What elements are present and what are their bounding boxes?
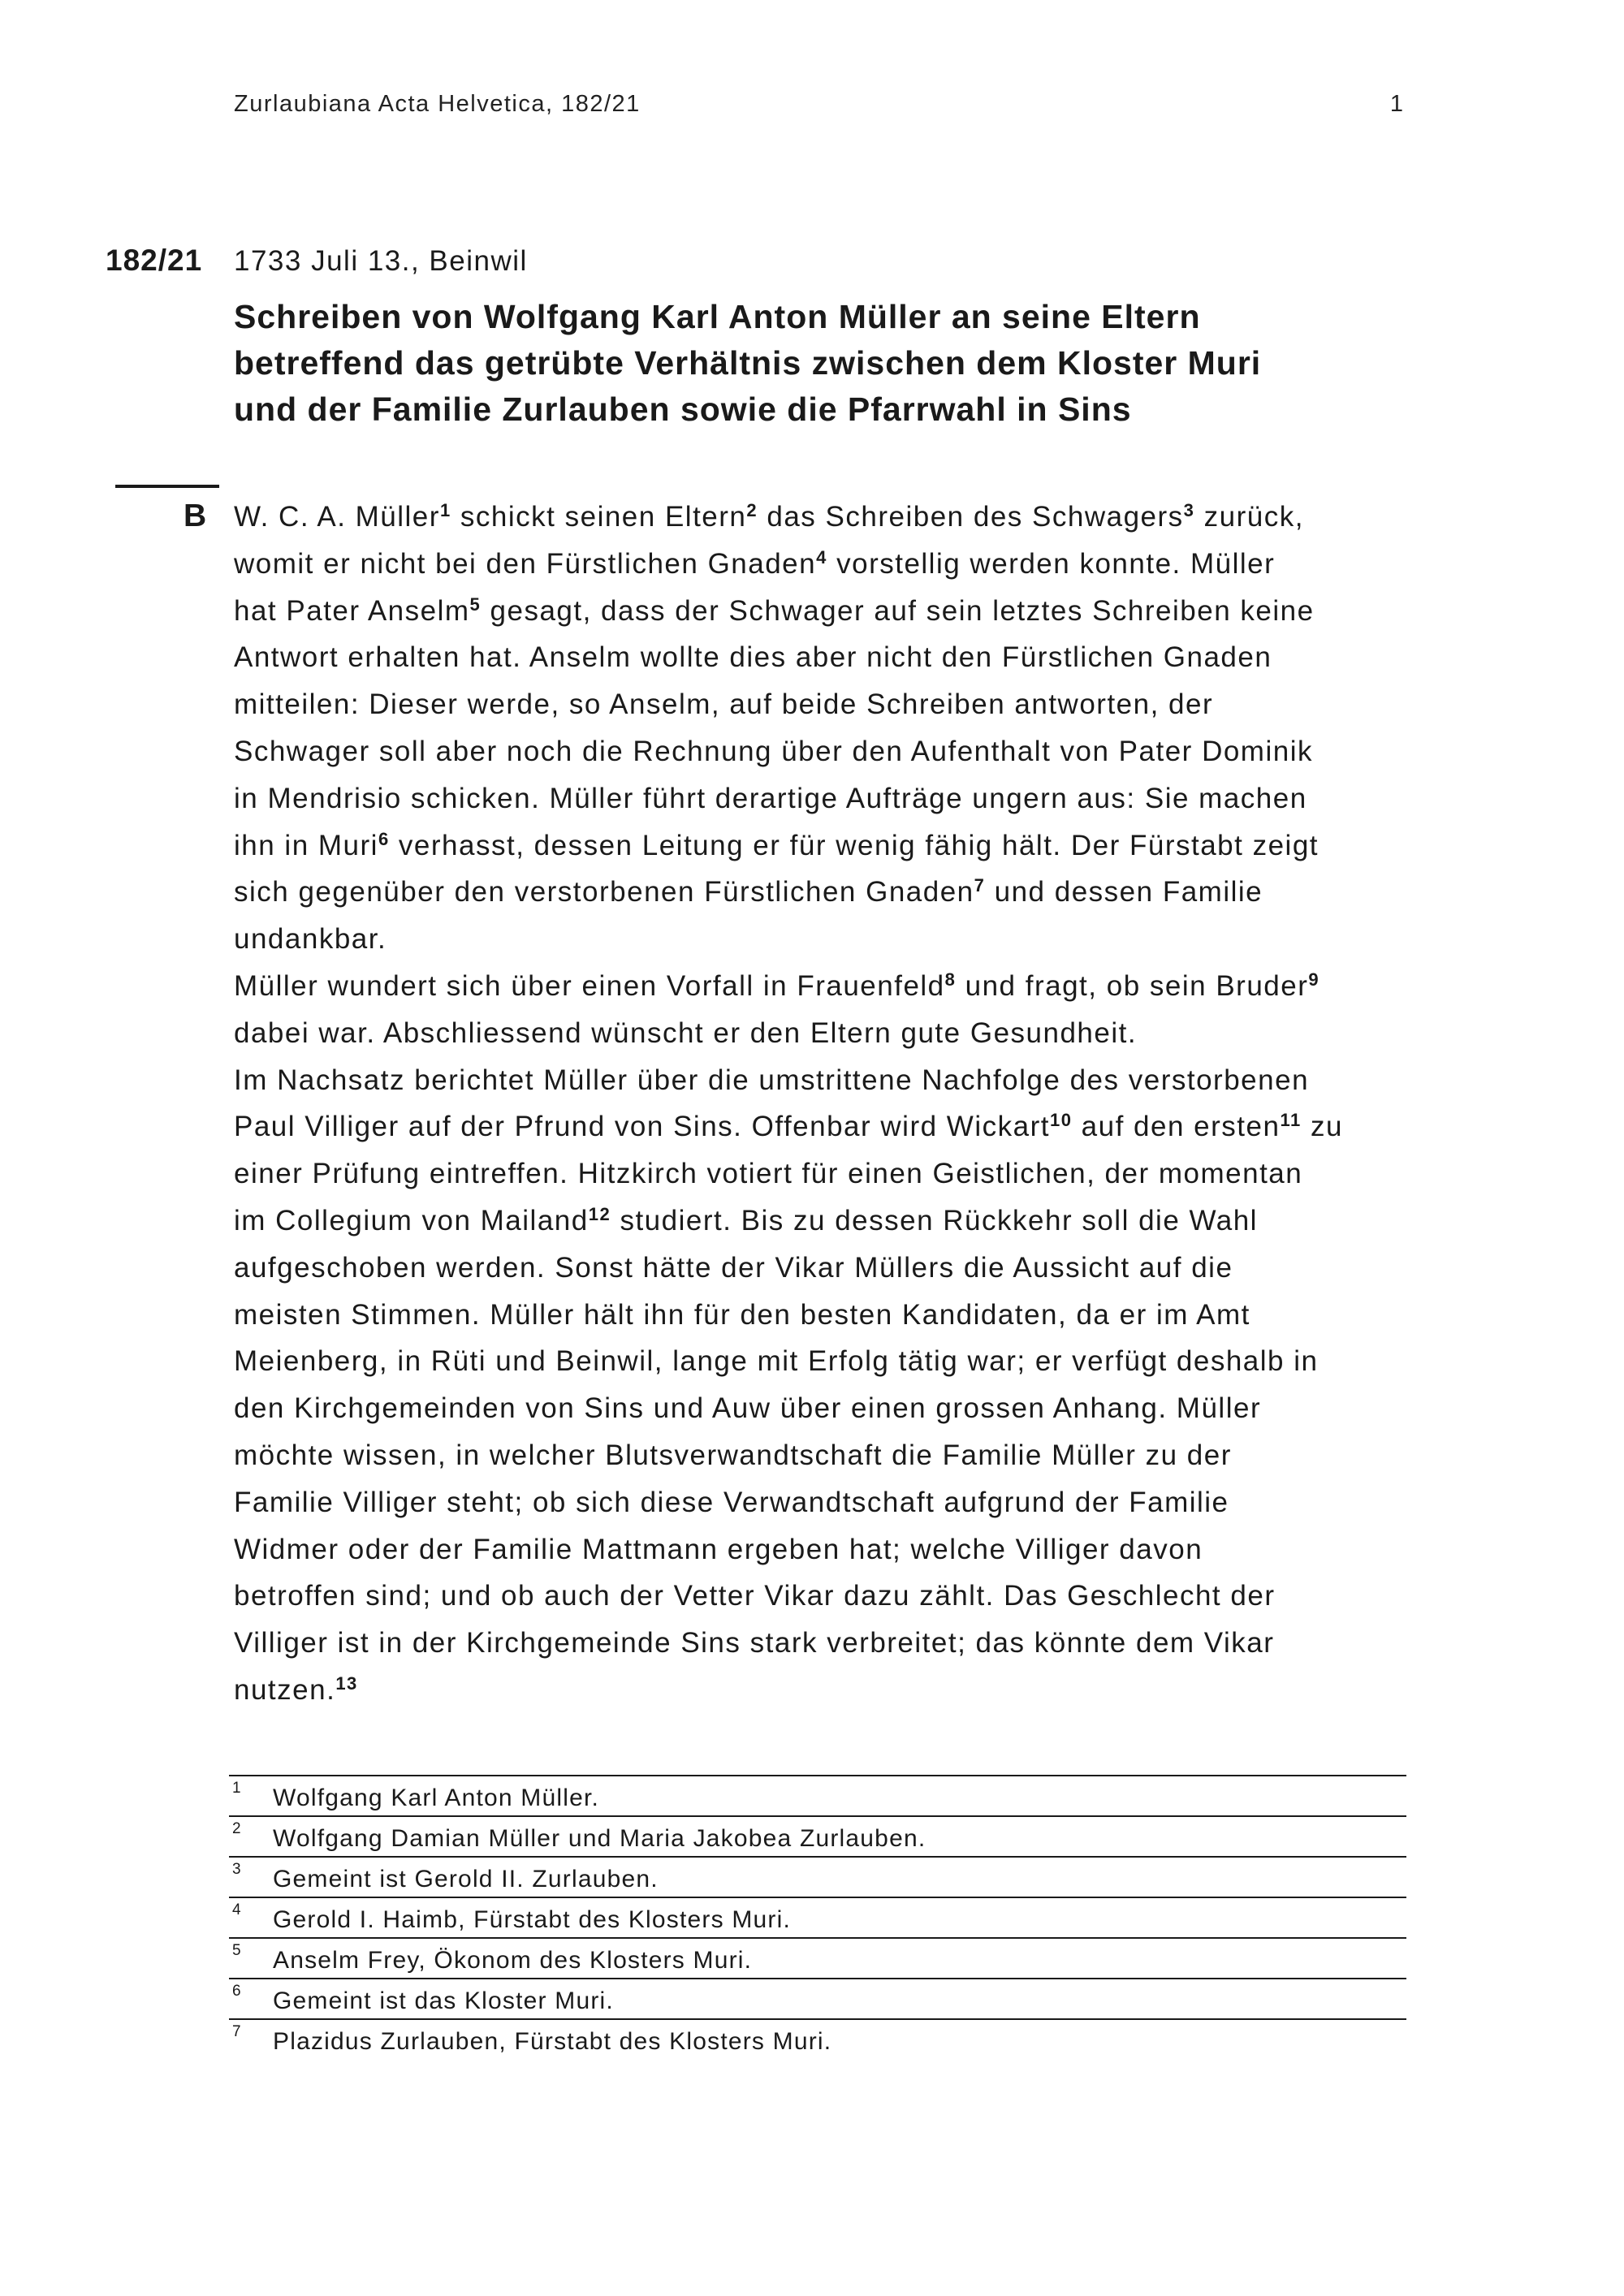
footnote-item	[229, 1897, 1406, 1937]
body-text-run: ihn in Muri	[234, 829, 378, 861]
section-marker: B	[184, 498, 207, 533]
body-text-run: meisten Stimmen. Müller hält ihn für den besten Kandidaten, da er im Amt	[234, 1298, 1250, 1331]
body-line	[234, 1245, 1419, 1292]
body-text-run: im Collegium von Mailand	[234, 1204, 589, 1236]
body-text-run: Villiger ist in der Kirchgemeinde Sins stark verbreitet; das könnte dem Vikar	[234, 1627, 1275, 1659]
footnote-number: 1	[232, 1780, 242, 1797]
footnote-reference[interactable]: 13	[335, 1672, 358, 1694]
footnote-text: Wolfgang Damian Müller und Maria Jakobea Zurlauben.	[273, 1825, 926, 1852]
body-line	[234, 1198, 1419, 1245]
body-line	[234, 588, 1419, 635]
body-line	[234, 1103, 1419, 1150]
footnote-text: Gemeint ist Gerold II. Zurlauben.	[273, 1866, 659, 1892]
body-line	[234, 1479, 1419, 1526]
body-line	[234, 1385, 1419, 1432]
footnote-reference[interactable]: 11	[1280, 1110, 1302, 1131]
title-line: Schreiben von Wolfgang Karl Anton Müller an seine Eltern	[234, 298, 1201, 335]
footnote-text: Anselm Frey, Ökonom des Klosters Muri.	[273, 1947, 753, 1974]
body-text-run: verhasst, dessen Leitung er für wenig fähig hält. Der Fürstabt zeigt	[389, 829, 1320, 861]
footnote-number: 6	[232, 1983, 242, 2000]
footnote-item	[229, 2018, 1406, 2059]
footnote-number: 5	[232, 1942, 242, 1959]
body-text-run: womit er nicht bei den Fürstlichen Gnaden	[234, 547, 817, 580]
footnote-reference[interactable]: 5	[469, 593, 482, 615]
footnote-reference[interactable]: 10	[1049, 1110, 1073, 1131]
body-text-run: nutzen.	[234, 1673, 336, 1706]
body-line	[234, 1526, 1419, 1573]
footnote-reference[interactable]: 6	[378, 828, 390, 849]
footnote-item	[229, 1775, 1406, 1815]
body-text-run: Familie Villiger steht; ob sich diese Verwandtschaft aufgrund der Familie	[234, 1486, 1229, 1518]
body-text-run: vorstellig werden konnte. Müller	[827, 547, 1276, 580]
body-line	[234, 494, 1419, 541]
footnote-text: Wolfgang Karl Anton Müller.	[273, 1785, 600, 1811]
body-text-run: Paul Villiger auf der Pfrund von Sins. Offenbar wird Wickart	[234, 1111, 1050, 1143]
footnotes	[229, 1775, 1406, 2059]
body-text-run: schickt seinen Eltern	[451, 501, 747, 533]
body-text-run: Antwort erhalten hat. Anselm wollte dies aber nicht den Fürstlichen Gnaden	[234, 641, 1272, 674]
body-text-run: studiert. Bis zu dessen Rückkehr soll die Wahl	[611, 1204, 1258, 1236]
body-text-run: aufgeschoben werden. Sonst hätte der Vikar Müllers die Aussicht auf die	[234, 1251, 1233, 1284]
running-header-title: Zurlaubiana Acta Helvetica, 182/21	[234, 91, 641, 117]
body-text-run: Meienberg, in Rüti und Beinwil, lange mit Erfolg tätig war; er verfügt deshalb in	[234, 1345, 1319, 1378]
body-line	[234, 1620, 1419, 1667]
footnote-reference[interactable]: 9	[1308, 969, 1320, 990]
footnote-item	[229, 1937, 1406, 1978]
body-line	[234, 1338, 1419, 1385]
body-line	[234, 1010, 1419, 1057]
body-text-run: W. C. A. Müller	[234, 501, 440, 533]
footnote-reference[interactable]: 12	[588, 1203, 611, 1224]
footnote-text: Gemeint ist das Kloster Muri.	[273, 1987, 614, 2014]
body-text-run: betroffen sind; und ob auch der Vetter Vikar dazu zählt. Das Geschlecht der	[234, 1580, 1276, 1612]
body-text-run: Schwager soll aber noch die Rechnung über den Aufenthalt von Pater Dominik	[234, 735, 1313, 767]
footnote-reference[interactable]: 2	[746, 500, 758, 520]
body-line	[234, 1292, 1419, 1339]
page-number: 1	[1389, 91, 1403, 117]
regest-body	[234, 494, 1419, 1714]
document-title	[234, 294, 1403, 433]
section-divider	[115, 485, 219, 488]
body-text-run: das Schreiben des Schwagers	[758, 501, 1184, 533]
title-line: betreffend das getrübte Verhältnis zwischen dem Kloster Muri	[234, 344, 1262, 382]
body-line	[234, 728, 1419, 775]
footnote-item	[229, 1856, 1406, 1897]
body-text-run: sich gegenüber den verstorbenen Fürstlichen Gnaden	[234, 876, 974, 908]
body-line	[234, 1150, 1419, 1198]
body-text-run: den Kirchgemeinden von Sins und Auw über einen grossen Anhang. Müller	[234, 1392, 1262, 1425]
footnote-reference[interactable]: 1	[439, 500, 451, 520]
body-text-run: zurück,	[1194, 501, 1304, 533]
body-text-run: undankbar.	[234, 923, 387, 956]
document-number: 182/21	[106, 244, 203, 277]
body-line	[234, 963, 1419, 1010]
footnote-number: 7	[232, 2023, 242, 2040]
body-line	[234, 681, 1419, 728]
body-text-run: gesagt, dass der Schwager auf sein letztes Schreiben keine	[481, 594, 1315, 627]
body-line	[234, 916, 1419, 963]
footnote-number: 4	[232, 1901, 242, 1918]
body-text-run: und dessen Familie	[985, 876, 1263, 908]
body-text-run: mitteilen: Dieser werde, so Anselm, auf beide Schreiben antworten, der	[234, 688, 1214, 721]
footnote-reference[interactable]: 3	[1183, 500, 1195, 520]
body-line	[234, 1573, 1419, 1620]
footnote-number: 2	[232, 1820, 242, 1837]
footnote-number: 3	[232, 1861, 242, 1878]
body-text-run: und fragt, ob sein Bruder	[956, 969, 1309, 1002]
body-text-run: Müller wundert sich über einen Vorfall in Frauenfeld	[234, 969, 945, 1002]
body-text-run: zu	[1301, 1111, 1343, 1143]
body-text-run: möchte wissen, in welcher Blutsverwandtschaft die Familie Müller zu der	[234, 1439, 1232, 1471]
body-line	[234, 1057, 1419, 1104]
title-line: und der Familie Zurlauben sowie die Pfarrwahl in Sins	[234, 391, 1132, 428]
footnote-item	[229, 1815, 1406, 1856]
footnote-text: Plazidus Zurlauben, Fürstabt des Klosters Muri.	[273, 2028, 832, 2055]
footnote-reference[interactable]: 4	[816, 546, 827, 568]
footnote-text: Gerold I. Haimb, Fürstabt des Klosters Muri.	[273, 1906, 791, 1933]
document-date-place: 1733 Juli 13., Beinwil	[234, 245, 528, 277]
body-line	[234, 1667, 1419, 1714]
body-line	[234, 1432, 1419, 1479]
footnote-reference[interactable]: 8	[944, 969, 957, 990]
body-line	[234, 541, 1419, 588]
body-text-run: dabei war. Abschliessend wünscht er den Eltern gute Gesundheit.	[234, 1016, 1138, 1049]
body-line	[234, 634, 1419, 681]
body-text-run: in Mendrisio schicken. Müller führt derartige Aufträge ungern aus: Sie machen	[234, 782, 1307, 814]
body-text-run: einer Prüfung eintreffen. Hitzkirch votiert für einen Geistlichen, der momentan	[234, 1158, 1303, 1190]
footnote-item	[229, 1978, 1406, 2018]
body-line	[234, 869, 1419, 916]
body-text-run: Im Nachsatz berichtet Müller über die umstrittene Nachfolge des verstorbenen	[234, 1064, 1310, 1096]
body-line	[234, 775, 1419, 822]
body-line	[234, 822, 1419, 870]
footnote-reference[interactable]: 7	[974, 875, 986, 896]
body-text-run: auf den ersten	[1072, 1111, 1281, 1143]
body-text-run: hat Pater Anselm	[234, 594, 470, 627]
body-text-run: Widmer oder der Familie Mattmann ergeben hat; welche Villiger davon	[234, 1533, 1203, 1565]
